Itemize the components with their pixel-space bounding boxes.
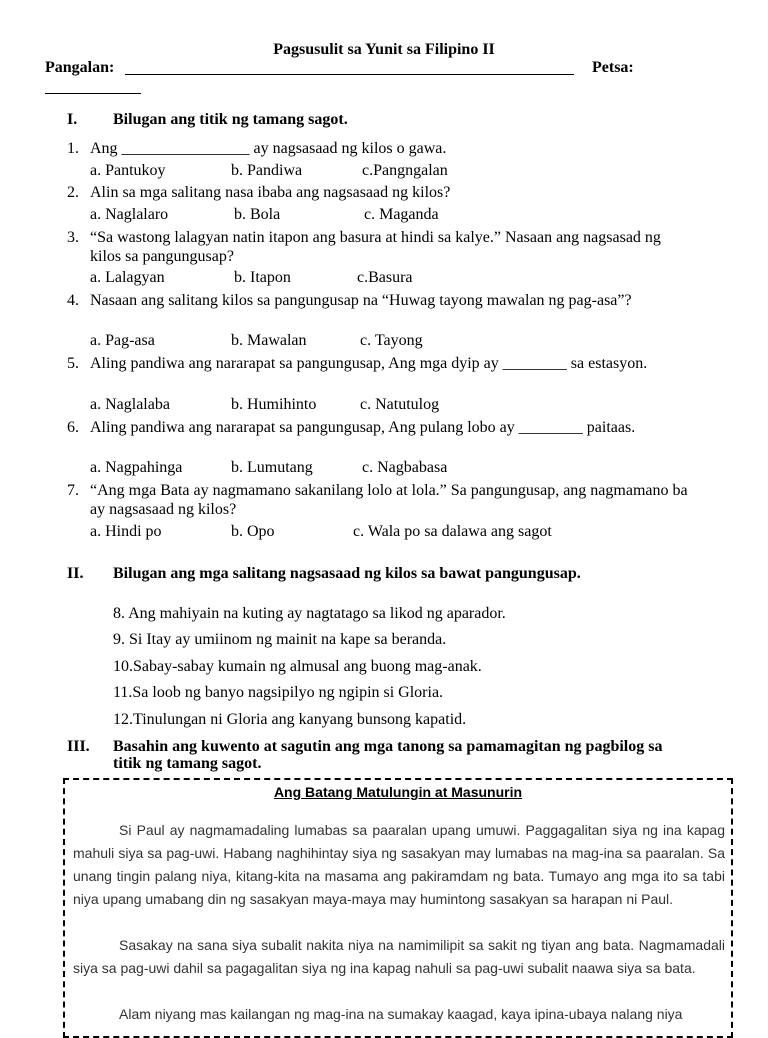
part1-numeral: I.	[67, 111, 78, 128]
part2-numeral: II.	[67, 565, 84, 582]
sentence-item[interactable]: 12.Tinulungan ni Gloria ang kanyang bunsong kapatid.	[113, 711, 467, 728]
option-c[interactable]: c. Nagbabasa	[362, 459, 448, 476]
option-c[interactable]: c. Maganda	[364, 206, 439, 223]
option-b[interactable]: b. Itapon	[234, 269, 291, 286]
part1-instruction: Bilugan ang titik ng tamang sagot.	[113, 111, 348, 128]
option-b[interactable]: b. Pandiwa	[231, 162, 303, 179]
question-number: 6.	[67, 419, 79, 436]
option-a[interactable]: a. Nagpahinga	[90, 459, 183, 476]
option-b[interactable]: b. Bola	[234, 206, 281, 223]
option-a[interactable]: a. Hindi po	[90, 523, 162, 540]
sentence-item[interactable]: 11.Sa loob ng banyo nagsipilyo ng ngipin si Gloria.	[113, 684, 444, 701]
question-number: 2.	[67, 184, 79, 201]
name-label: Pangalan:	[45, 59, 115, 76]
sentence-item[interactable]: 8. Ang mahiyain na kuting ay nagtatago sa likod ng aparador.	[113, 605, 506, 622]
option-a[interactable]: a. Pantukoy	[90, 162, 166, 179]
question-number: 1.	[67, 140, 79, 157]
option-a[interactable]: a. Naglalaro	[90, 206, 169, 223]
question-number: 7.	[67, 482, 79, 499]
question-text: Alin sa mga salitang nasa ibaba ang nagsasaad ng kilos?	[90, 184, 451, 201]
option-b[interactable]: b. Mawalan	[231, 332, 307, 349]
question-number: 4.	[67, 292, 79, 309]
part3-instruction-line2: titik ng tamang sagot.	[113, 755, 262, 772]
story-title: Ang Batang Matulungin at Masunurin	[273, 784, 523, 800]
option-c[interactable]: c.Basura	[357, 269, 413, 286]
question-number: 3.	[67, 229, 79, 246]
part2-instruction: Bilugan ang mga salitang nagsasaad ng kilos sa bawat pangungusap.	[113, 565, 581, 582]
story-paragraph: Si Paul ay nagmamadaling lumabas sa paaralan upang umuwi. Paggagalitan siya ng ina kapag mahuli siya sa pag-uwi. Habang naghihintay siya ng sasakyan may lumabas na mag-ina sa paaralan. Sa unang tingin palang niya, kitang-kita na masama ang pakiramdam ng bata. Tumayo ang mga ito sa tabi niya upang umabang din ng sasakyan maya-maya may humintong sasakyan sa harapan ni Paul.	[73, 822, 725, 907]
option-c[interactable]: c. Wala po sa dalawa ang sagot	[353, 523, 552, 540]
option-a[interactable]: a. Lalagyan	[90, 269, 165, 286]
option-c[interactable]: c. Tayong	[360, 332, 423, 349]
story-paragraph: Sasakay na sana siya subalit nakita niya na namimilipit sa sakit ng tiyan ang bata. Nagmamadali siya sa pag-uwi dahil sa pagagalitan siya ng ina kapag nahuli sa pag-uwi subalit naawa siya sa bata.	[73, 937, 725, 976]
name-blank-line[interactable]	[125, 74, 574, 75]
page-title: Pagsusulit sa Yunit sa Filipino II	[273, 41, 495, 58]
option-c[interactable]: c. Natutulog	[360, 396, 440, 413]
question-text: “Sa wastong lalagyan natin itapon ang basura at hindi sa kalye.” Nasaan ang nagsasad ng kilos sa pangungusap?	[90, 229, 661, 266]
story-box	[63, 778, 733, 1038]
date-blank-line[interactable]	[45, 93, 141, 94]
question-text: Ang ________________ ay nagsasaad ng kilos o gawa.	[90, 140, 447, 157]
question-number: 5.	[67, 355, 79, 372]
option-c[interactable]: c.Pangngalan	[362, 162, 448, 179]
option-b[interactable]: b. Opo	[231, 523, 275, 540]
question-text: “Ang mga Bata ay nagmamano sakanilang lolo at lola.” Sa pangungusap, ang nagmamano ba ay nagsasaad ng kilos?	[90, 482, 688, 519]
story-paragraph: Alam niyang mas kailangan ng mag-ina na sumakay kaagad, kaya ipina-ubaya nalang niya	[119, 1006, 683, 1022]
sentence-item[interactable]: 9. Si Itay ay umiinom ng mainit na kape sa beranda.	[113, 631, 447, 648]
question-text: Aling pandiwa ang nararapat sa pangungusap, Ang pulang lobo ay ________ paitaas.	[90, 419, 636, 436]
question-text: Nasaan ang salitang kilos sa pangungusap na “Huwag tayong mawalan ng pag-asa”?	[90, 292, 632, 309]
option-b[interactable]: b. Lumutang	[231, 459, 313, 476]
option-a[interactable]: a. Pag-asa	[90, 332, 155, 349]
date-label: Petsa:	[592, 59, 634, 76]
sentence-item[interactable]: 10.Sabay-sabay kumain ng almusal ang buong mag-anak.	[113, 658, 482, 675]
part3-numeral: III.	[67, 738, 90, 755]
question-text: Aling pandiwa ang nararapat sa pangungusap, Ang mga dyip ay ________ sa estasyon.	[90, 355, 648, 372]
option-b[interactable]: b. Humihinto	[231, 396, 317, 413]
option-a[interactable]: a. Naglalaba	[90, 396, 170, 413]
part3-instruction-line1: Basahin ang kuwento at sagutin ang mga tanong sa pamamagitan ng pagbilog sa	[113, 738, 663, 755]
